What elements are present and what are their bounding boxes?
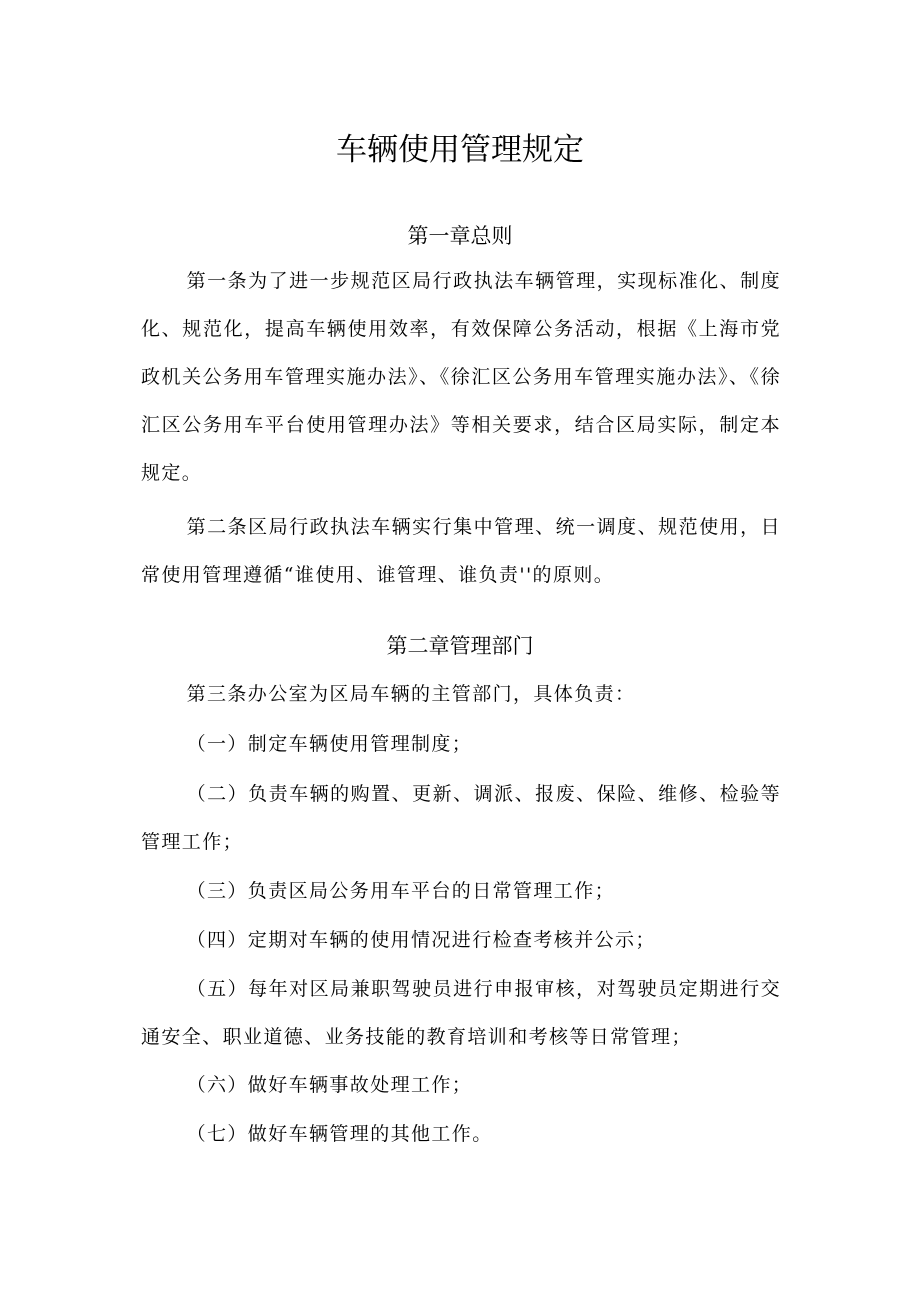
article-1-paragraph: 第一条为了进一步规范区局行政执法车辆管理，实现标准化、制度化、规范化，提高车辆使用效率，有效保障公务活动，根据《上海市党政机关公务用车管理实施办法》、《徐汇区公务用车管理实施办法》、《徐汇区公务用车平台使用管理办法》等相关要求，结合区局实际，制定本规定。 <box>141 270 781 484</box>
article-3-paragraph: 第三条办公室为区局车辆的主管部门，具体负责： <box>186 683 636 705</box>
list-item: （七）做好车辆管理的其他工作。 <box>186 1123 493 1145</box>
list-item: （三）负责区局公务用车平台的日常管理工作； <box>186 880 615 902</box>
list-item: （六）做好车辆事故处理工作； <box>186 1074 473 1096</box>
list-item: （二）负责车辆的购置、更新、调派、报废、保险、维修、检验等管理工作； <box>141 783 781 853</box>
list-item: （四）定期对车辆的使用情况进行检查考核并公示； <box>186 929 656 951</box>
chapter-1-heading: 第一章总则 <box>407 224 513 248</box>
document-title: 车辆使用管理规定 <box>336 132 584 168</box>
chapter-2-heading: 第二章管理部门 <box>386 634 534 658</box>
list-item: （一）制定车辆使用管理制度； <box>186 733 473 755</box>
list-item: （五）每年对区局兼职驾驶员进行申报审核，对驾驶员定期进行交通安全、职业道德、业务技能的教育培训和考核等日常管理； <box>141 978 781 1048</box>
article-2-paragraph: 第二条区局行政执法车辆实行集中管理、统一调度、规范使用，日常使用管理遵循“谁使用、谁管理、谁负责''的原则。 <box>141 516 781 586</box>
